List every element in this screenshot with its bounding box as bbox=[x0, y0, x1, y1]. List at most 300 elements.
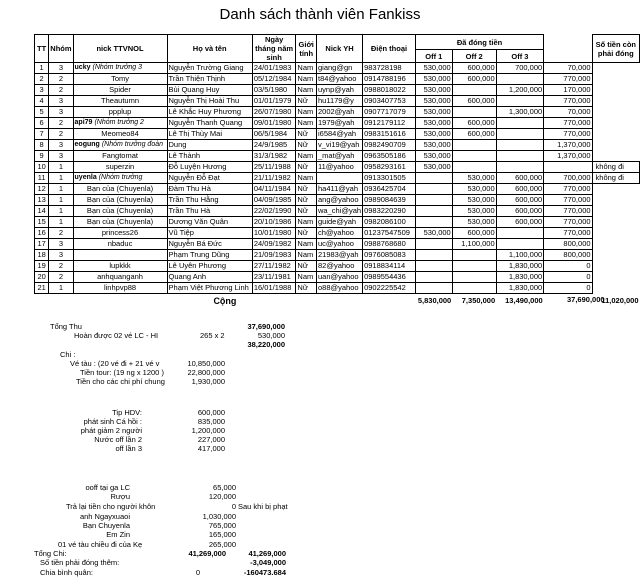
cell-due: 770,000 bbox=[544, 228, 592, 239]
cell-group: 3 bbox=[49, 250, 73, 261]
cell-off2 bbox=[452, 107, 496, 118]
cell-note bbox=[592, 140, 639, 151]
table-row bbox=[35, 184, 640, 195]
cell-sex: Nữ bbox=[296, 195, 317, 206]
cell-sex: Nam bbox=[296, 74, 317, 85]
cell-off2 bbox=[452, 162, 496, 173]
cell-phone: 0982490709 bbox=[363, 140, 416, 151]
cell-group: 1 bbox=[49, 162, 73, 173]
header-paid: Đã đóng tiền bbox=[415, 35, 543, 50]
cell-off2 bbox=[452, 283, 496, 294]
nick-note: (Nhóm trưởng 3 bbox=[92, 64, 143, 71]
cell-yahoo bbox=[317, 173, 363, 184]
cell-sex: Nam bbox=[296, 217, 317, 228]
cell-yahoo: uan@yahoo bbox=[317, 272, 363, 283]
cell-yahoo: hu1179@y bbox=[317, 96, 363, 107]
cell-tt: 9 bbox=[35, 151, 49, 162]
cell-name: Dương Văn Quân bbox=[167, 217, 252, 228]
cell-tt: 10 bbox=[35, 162, 49, 173]
header-sex: Giới tính bbox=[296, 35, 317, 63]
cell-due: 170,000 bbox=[544, 85, 592, 96]
cell-off3: 1,200,000 bbox=[496, 85, 544, 96]
cell-note bbox=[592, 283, 639, 294]
cell-group: 2 bbox=[49, 272, 73, 283]
cell-sex: Nữ bbox=[296, 283, 317, 294]
cell-dob: 27/11/1982 bbox=[252, 261, 296, 272]
cell-off3 bbox=[496, 162, 544, 173]
header-nick: nick TTVNOL bbox=[73, 35, 167, 63]
cell-off3 bbox=[496, 228, 544, 239]
chi-phi-label: Tiền cho các chi phí chung bbox=[76, 377, 165, 386]
cell-phone: 0958293161 bbox=[363, 162, 416, 173]
cell-off1: 530,000 bbox=[415, 107, 452, 118]
cell-group: 3 bbox=[49, 151, 73, 162]
cell-due bbox=[544, 162, 592, 173]
cell-dob: 20/10/1986 bbox=[252, 217, 296, 228]
total-off1: 5,830,000 bbox=[417, 296, 452, 305]
cell-nick: Bạn của (Chuyenla) bbox=[73, 195, 167, 206]
cell-group: 3 bbox=[49, 96, 73, 107]
cell-sex: Nam bbox=[296, 272, 317, 283]
ruou-label: Rượu bbox=[110, 492, 130, 501]
table-row bbox=[35, 151, 640, 162]
hoan-qty: 265 x 2 bbox=[200, 331, 225, 340]
cell-yahoo: o88@yahoo bbox=[317, 283, 363, 294]
cell-note bbox=[592, 217, 639, 228]
cell-off3: 600,000 bbox=[496, 206, 544, 217]
cell-off3 bbox=[496, 129, 544, 140]
cell-tt: 2 bbox=[35, 74, 49, 85]
cell-dob: 25/11/1988 bbox=[252, 162, 296, 173]
cell-name: Trần Thu Hằng bbox=[167, 195, 252, 206]
cell-off3 bbox=[496, 239, 544, 250]
cell-off2: 530,000 bbox=[452, 206, 496, 217]
cell-yahoo: _mat@yah bbox=[317, 151, 363, 162]
cell-name: Lê Khắc Huy Phương bbox=[167, 107, 252, 118]
cell-tt: 14 bbox=[35, 206, 49, 217]
cell-sex: Nam bbox=[296, 151, 317, 162]
cell-group: 1 bbox=[49, 173, 73, 184]
cell-yahoo: 82@yahoo bbox=[317, 261, 363, 272]
table-row bbox=[35, 173, 640, 184]
cell-off3 bbox=[496, 74, 544, 85]
cell-phone: 0989554436 bbox=[363, 272, 416, 283]
cell-tt: 12 bbox=[35, 184, 49, 195]
cell-name: Bùi Quang Huy bbox=[167, 85, 252, 96]
cell-off1: 530,000 bbox=[415, 74, 452, 85]
cell-off1: 530,000 bbox=[415, 228, 452, 239]
cell-due: 0 bbox=[544, 261, 592, 272]
cell-note: không đi bbox=[592, 162, 639, 173]
cell-off1 bbox=[415, 195, 452, 206]
cell-dob: 22/02/1990 bbox=[252, 206, 296, 217]
nick-note: (Nhóm trưởng đoàn bbox=[101, 141, 164, 148]
cell-nick bbox=[73, 140, 167, 151]
cell-yahoo: guide@yah bbox=[317, 217, 363, 228]
cell-name: Lê Thị Thùy Mai bbox=[167, 129, 252, 140]
cell-due: 1,370,000 bbox=[544, 140, 592, 151]
cell-off3: 600,000 bbox=[496, 184, 544, 195]
cell-nick: Bạn của (Chuyenla) bbox=[73, 184, 167, 195]
cahoi-label: phát sinh Cá hồi : bbox=[83, 417, 142, 426]
cell-nick: Fangtomat bbox=[73, 151, 167, 162]
cell-group: 2 bbox=[49, 85, 73, 96]
cell-group: 2 bbox=[49, 74, 73, 85]
cell-due: 70,000 bbox=[544, 107, 592, 118]
cell-sex: Nữ bbox=[296, 96, 317, 107]
cell-sex: Nữ bbox=[296, 261, 317, 272]
cell-dob: 31/3/1982 bbox=[252, 151, 296, 162]
cell-sex: Nữ bbox=[296, 162, 317, 173]
table-row bbox=[35, 217, 640, 228]
table-row bbox=[35, 140, 640, 151]
cell-group: 1 bbox=[49, 206, 73, 217]
cell-note bbox=[592, 96, 639, 107]
thu-total: 38,220,000 bbox=[247, 340, 285, 349]
cell-tt: 3 bbox=[35, 85, 49, 96]
cell-off1: 530,000 bbox=[415, 151, 452, 162]
emzin-label: Em Zin bbox=[106, 530, 130, 539]
cell-nick: Spider bbox=[73, 85, 167, 96]
cell-nick: superzin bbox=[73, 162, 167, 173]
cell-yahoo: ha411@yah bbox=[317, 184, 363, 195]
cell-off2: 1,100,000 bbox=[452, 239, 496, 250]
cell-dob: 05/12/1984 bbox=[252, 74, 296, 85]
cell-note bbox=[592, 206, 639, 217]
cell-name: Phạm Việt Phương Linh bbox=[167, 283, 252, 294]
header-dob: Ngày tháng năm sinh bbox=[252, 35, 296, 63]
vetau-chieu-label: 01 vé tàu chiều đi của Kẹ bbox=[58, 540, 143, 549]
cell-phone: 0963505186 bbox=[363, 151, 416, 162]
cell-off2 bbox=[452, 250, 496, 261]
cell-due: 770,000 bbox=[544, 118, 592, 129]
cell-off2: 600,000 bbox=[452, 129, 496, 140]
cell-name: Dung bbox=[167, 140, 252, 151]
cell-note bbox=[592, 118, 639, 129]
tralai-value: 0 bbox=[231, 502, 236, 511]
ve-tau-label: Vé tàu : (20 vé đi + 21 vé v bbox=[70, 359, 160, 368]
cell-off1: 530,000 bbox=[415, 63, 452, 74]
cell-group: 2 bbox=[49, 228, 73, 239]
header-phone: Điện thoại bbox=[363, 35, 416, 63]
cell-off2: 530,000 bbox=[452, 217, 496, 228]
cell-due: 70,000 bbox=[544, 63, 592, 74]
cell-due: 0 bbox=[544, 272, 592, 283]
header-off1: Off 1 bbox=[415, 50, 452, 63]
cell-off3 bbox=[496, 96, 544, 107]
cell-yahoo: giang@gn bbox=[317, 63, 363, 74]
cell-yahoo: wa_chi@yah bbox=[318, 206, 362, 215]
cell-tt: 11 bbox=[35, 173, 49, 184]
table-row bbox=[35, 239, 640, 250]
chia-label: Chia bình quân: bbox=[40, 568, 93, 577]
ve-tau-value: 10,850,000 bbox=[187, 359, 225, 368]
cell-off1: 530,000 bbox=[415, 85, 452, 96]
cell-name: Nguyễn Thanh Quang bbox=[167, 118, 252, 129]
cell-dob: 24/09/1982 bbox=[252, 239, 296, 250]
ban-value: 765,000 bbox=[208, 521, 236, 530]
cell-tt: 5 bbox=[35, 107, 49, 118]
phai-dong-label: Số tiền phải đóng thêm: bbox=[40, 558, 120, 567]
chi-phi-value: 1,930,000 bbox=[191, 377, 225, 386]
cell-name: Quang Anh bbox=[167, 272, 252, 283]
cell-tt: 16 bbox=[35, 228, 49, 239]
cell-name: Đàm Thu Hà bbox=[167, 184, 252, 195]
cell-sex: Nam bbox=[296, 107, 317, 118]
cell-sex: Nam bbox=[296, 118, 317, 129]
members-table bbox=[34, 34, 640, 308]
cell-off1: 530,000 bbox=[415, 140, 452, 151]
cell-phone: 0902225542 bbox=[363, 283, 416, 294]
cell-name: Lê Uyên Phương bbox=[167, 261, 252, 272]
cell-yahoo: 1979@yah bbox=[317, 118, 363, 129]
cell-tt: 20 bbox=[35, 272, 49, 283]
cell-dob: 09/01/1980 bbox=[252, 118, 296, 129]
emzin-value: 165,000 bbox=[208, 530, 236, 539]
cell-due: 770,000 bbox=[544, 74, 592, 85]
cell-sex: Nữ bbox=[296, 184, 317, 195]
cell-note bbox=[592, 63, 639, 74]
cell-off3: 700,000 bbox=[496, 63, 544, 74]
cell-off3: 1,830,000 bbox=[496, 283, 544, 294]
cell-sex: Nữ bbox=[296, 140, 317, 151]
cell-sex: Nam bbox=[296, 239, 317, 250]
phai-dong-value: -3,049,000 bbox=[250, 558, 286, 567]
cell-off2 bbox=[452, 272, 496, 283]
tong-thu-value: 37,690,000 bbox=[247, 322, 285, 331]
cell-phone: 0907717079 bbox=[363, 107, 416, 118]
cell-dob: 23/11/1981 bbox=[252, 272, 296, 283]
cell-nick: Meomeo84 bbox=[73, 129, 167, 140]
anh-label: anh Ngayxuaoi bbox=[79, 512, 130, 521]
cell-group: 1 bbox=[49, 283, 73, 294]
cell-off2: 600,000 bbox=[452, 118, 496, 129]
cell-yahoo: uc@yahoo bbox=[317, 239, 363, 250]
ooff-label: ooff tại ga LC bbox=[85, 483, 130, 492]
cell-off1 bbox=[415, 250, 452, 261]
cell-note bbox=[592, 129, 639, 140]
hoan-label: Hoàn được 02 vé LC - HI bbox=[74, 331, 159, 340]
table-row bbox=[35, 74, 640, 85]
cahoi-value: 835,000 bbox=[197, 417, 225, 426]
header-off2: Off 2 bbox=[452, 50, 496, 63]
cell-note bbox=[592, 228, 639, 239]
nick-note: (Nhóm trưởng bbox=[98, 174, 143, 181]
cell-phone: 0989084639 bbox=[363, 195, 416, 206]
nick-text: eogung bbox=[74, 141, 100, 148]
cell-phone: 0983151616 bbox=[363, 129, 416, 140]
off3-label: off lần 3 bbox=[115, 444, 142, 453]
tong-chi-value-1: 41,269,000 bbox=[188, 549, 226, 558]
off3-value: 417,000 bbox=[197, 444, 225, 453]
giam2-label: phát giảm 2 người bbox=[80, 426, 142, 435]
cell-off2: 530,000 bbox=[452, 173, 496, 184]
cell-off2: 600,000 bbox=[452, 63, 496, 74]
table-row bbox=[35, 129, 640, 140]
cell-phone: 0983220290 bbox=[363, 206, 416, 217]
cell-sex: Nam bbox=[296, 250, 317, 261]
tong-chi-label: Tổng Chi: bbox=[34, 549, 67, 558]
tip-label: Tip HDV: bbox=[112, 408, 142, 417]
cell-note bbox=[592, 239, 639, 250]
cell-note: không đi bbox=[592, 173, 639, 184]
cell-tt: 13 bbox=[35, 195, 49, 206]
cell-note bbox=[592, 85, 639, 96]
cell-off3: 600,000 bbox=[496, 173, 544, 184]
cell-off1 bbox=[415, 272, 452, 283]
cell-due: 770,000 bbox=[544, 184, 592, 195]
cell-tt: 4 bbox=[35, 96, 49, 107]
total-row bbox=[35, 294, 640, 309]
cell-nick: Tomy bbox=[73, 74, 167, 85]
cell-yahoo: 21983@yah bbox=[317, 250, 363, 261]
cell-name: Lê Thành bbox=[167, 151, 252, 162]
chia-value: -160473.684 bbox=[243, 568, 286, 577]
cell-tt: 1 bbox=[35, 63, 49, 74]
cell-dob: 26/07/1980 bbox=[252, 107, 296, 118]
cell-name: Đỗ Luyện Hương bbox=[167, 162, 252, 173]
cell-phone: 0936425704 bbox=[363, 184, 416, 195]
table-row bbox=[35, 96, 640, 107]
cell-dob: 04/09/1985 bbox=[252, 195, 296, 206]
cell-yahoo: uynp@yah bbox=[317, 85, 363, 96]
cell-off3 bbox=[496, 151, 544, 162]
cell-dob: 04/11/1984 bbox=[252, 184, 296, 195]
table-row bbox=[35, 195, 640, 206]
cell-tt: 15 bbox=[35, 217, 49, 228]
header-due: Số tiền còn phải đóng bbox=[592, 35, 639, 63]
cell-off2 bbox=[452, 151, 496, 162]
table-row bbox=[35, 250, 640, 261]
giam2-value: 1,200,000 bbox=[191, 426, 225, 435]
cell-name: Vũ Tiệp bbox=[167, 228, 252, 239]
cell-group: 2 bbox=[49, 129, 73, 140]
cell-nick: lupkkk bbox=[73, 261, 167, 272]
cell-due: 700,000 bbox=[544, 173, 592, 184]
table-row bbox=[35, 228, 640, 239]
cell-off2: 600,000 bbox=[452, 74, 496, 85]
cell-off3: 1,830,000 bbox=[496, 272, 544, 283]
table-row bbox=[35, 63, 640, 74]
tralai-note: Sau khi bị phạt bbox=[238, 502, 288, 511]
cell-dob: 21/09/1983 bbox=[252, 250, 296, 261]
cell-phone: 983728198 bbox=[363, 63, 416, 74]
table-row bbox=[35, 283, 640, 294]
cell-nick: Bạn của (Chuyenla) bbox=[73, 217, 167, 228]
cell-due: 770,000 bbox=[544, 217, 592, 228]
cell-note bbox=[592, 74, 639, 85]
cell-tt: 21 bbox=[35, 283, 49, 294]
cell-yahoo: t84@yahoo bbox=[317, 74, 363, 85]
ruou-value: 120,000 bbox=[208, 492, 236, 501]
table-row bbox=[35, 85, 640, 96]
cell-name: Phạm Trung Dũng bbox=[167, 250, 252, 261]
cell-group: 3 bbox=[49, 239, 73, 250]
cell-note bbox=[592, 184, 639, 195]
header-name: Họ và tên bbox=[167, 35, 252, 63]
cell-group: 1 bbox=[49, 217, 73, 228]
cell-note bbox=[592, 107, 639, 118]
cell-due: 770,000 bbox=[544, 206, 592, 217]
total-off2: 7,350,000 bbox=[461, 296, 496, 305]
tong-chi-value-2: 41,269,000 bbox=[248, 549, 286, 558]
cell-phone: 0976085083 bbox=[363, 250, 416, 261]
cell-dob: 24/9/1985 bbox=[252, 140, 296, 151]
cell-tt: 18 bbox=[35, 250, 49, 261]
cell-due: 770,000 bbox=[544, 129, 592, 140]
cell-dob: 21/11/1982 bbox=[252, 173, 296, 184]
cell-sex: Nam bbox=[296, 85, 317, 96]
cell-tt: 7 bbox=[35, 129, 49, 140]
cell-note bbox=[592, 272, 639, 283]
cell-nick bbox=[73, 173, 167, 184]
chia-zero: 0 bbox=[195, 568, 200, 577]
cell-due: 770,000 bbox=[544, 96, 592, 107]
cell-off3: 600,000 bbox=[496, 217, 544, 228]
cell-nick: anhquanganh bbox=[73, 272, 167, 283]
nuoc-label: Nước off lần 2 bbox=[94, 435, 142, 444]
cell-phone: 0913301505 bbox=[363, 173, 416, 184]
cell-due: 0 bbox=[544, 283, 592, 294]
cell-off1: 530,000 bbox=[415, 129, 452, 140]
tralai-label: Trả lại tiền cho người khôn bbox=[66, 502, 156, 511]
cell-dob: 24/01/1983 bbox=[252, 63, 296, 74]
cell-nick: Bạn của (Chuyenla) bbox=[73, 206, 167, 217]
cell-note bbox=[592, 250, 639, 261]
header-group: Nhóm bbox=[49, 35, 73, 63]
tip-value: 600,000 bbox=[197, 408, 225, 417]
cell-name: Nguyễn Đỗ Đạt bbox=[167, 173, 252, 184]
cell-yahoo: v_vi19@yah bbox=[317, 140, 363, 151]
cell-group: 2 bbox=[49, 118, 73, 129]
nick-note: (Nhóm trưởng 2 bbox=[94, 119, 144, 126]
cell-sex: Nữ bbox=[296, 206, 317, 217]
table-row bbox=[35, 261, 640, 272]
table-row bbox=[35, 272, 640, 283]
cell-tt: 6 bbox=[35, 118, 49, 129]
cell-phone: 0912179112 bbox=[363, 118, 416, 129]
table-row bbox=[35, 118, 640, 129]
cell-off3 bbox=[496, 118, 544, 129]
header-yahoo: Nick YH bbox=[317, 35, 363, 63]
ooff-value: 65,000 bbox=[213, 483, 236, 492]
cell-name: Trần Thiện Thịnh bbox=[167, 74, 252, 85]
cell-off2: 600,000 bbox=[452, 96, 496, 107]
cell-note bbox=[592, 261, 639, 272]
cell-group: 3 bbox=[49, 63, 73, 74]
cell-name: Trần Thu Hà bbox=[167, 206, 252, 217]
table-row bbox=[35, 206, 640, 217]
cell-off1 bbox=[415, 173, 452, 184]
cell-name: Nguyễn Thị Hoài Thu bbox=[167, 96, 252, 107]
hoan-value: 530,000 bbox=[257, 331, 285, 340]
cell-sex: Nữ bbox=[296, 228, 317, 239]
tong-thu-label: Tổng Thu bbox=[50, 322, 82, 331]
cell-off2 bbox=[452, 140, 496, 151]
cell-off1 bbox=[415, 283, 452, 294]
nuoc-value: 227,000 bbox=[197, 435, 225, 444]
cell-yahoo: 11@yahoo bbox=[317, 162, 363, 173]
cell-off2: 600,000 bbox=[452, 228, 496, 239]
ban-label: Bạn Chuyenla bbox=[82, 521, 130, 530]
cell-off3 bbox=[496, 140, 544, 151]
cell-off3: 1,300,000 bbox=[496, 107, 544, 118]
cell-group: 3 bbox=[49, 107, 73, 118]
header-off3: Off 3 bbox=[496, 50, 544, 63]
vetau-chieu-value: 265,000 bbox=[208, 540, 236, 549]
cell-nick: ppplup bbox=[73, 107, 167, 118]
chi-label: Chi : bbox=[60, 350, 76, 359]
